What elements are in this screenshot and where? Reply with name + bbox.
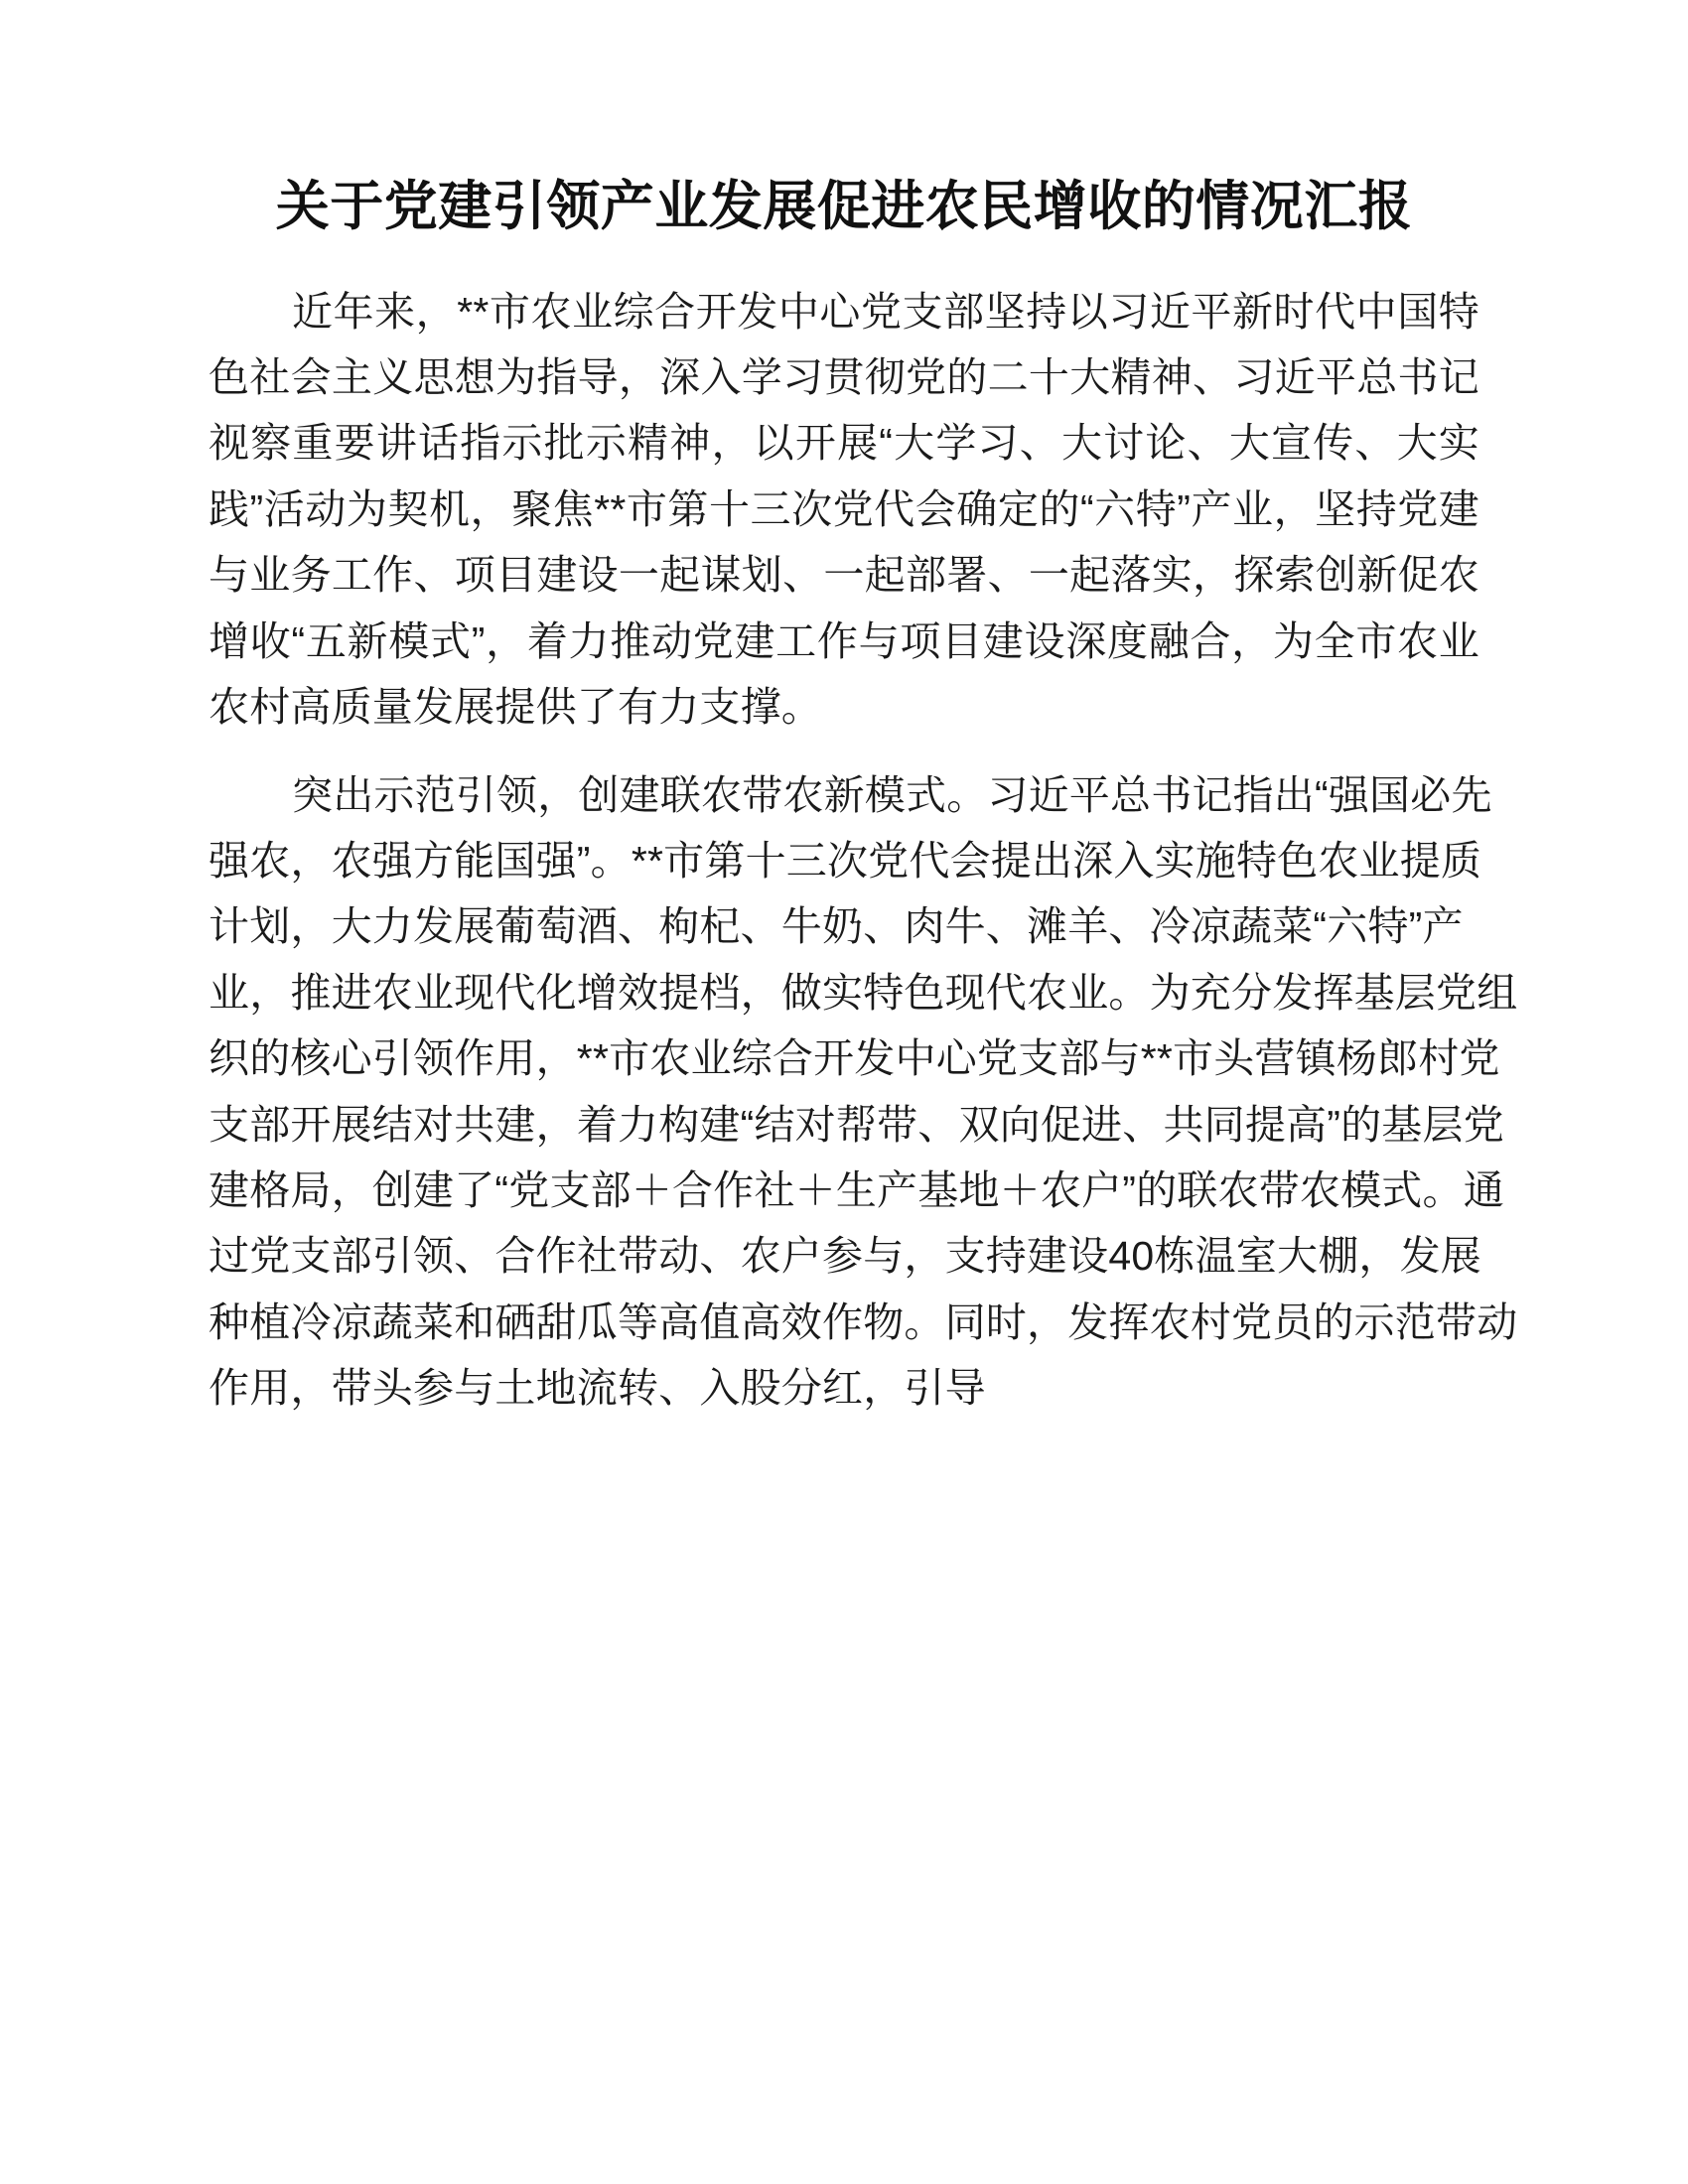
page-title: 关于党建引领产业发展促进农民增收的情况汇报: [275, 177, 1413, 236]
document-body: [209, 279, 1518, 1422]
body-paragraph-2: 突出示范引领，创建联农带农新模式。习近平总书记指出“强国必先强农，农强方能国强”。**市第十三次党代会提出深入实施特色农业提质计划，大力发展葡萄酒、枸杞、牛奶、肉牛、滩羊、冷凉蔬菜“六特”产业，推进农业现代化增效提档，做实特色现代农业。为充分发挥基层党组织的核心引领作用，**市农业综合开发中心党支部与**市头营镇杨郎村党支部开展结对共建，着力构建“结对帮带、双向促进、共同提高”的基层党建格局，创建了“党支部＋合作社＋生产基地＋农户”的联农带农模式。通过党支部引领、合作社带动、农户参与，支持建设40栋温室大棚，发展种植冷凉蔬菜和硒甜瓜等高值高效作物。同时，发挥农村党员的示范带动作用，带头参与土地流转、入股分红，引导: [209, 771, 1518, 1412]
body-paragraph-1: 近年来，**市农业综合开发中心党支部坚持以习近平新时代中国特色社会主义思想为指导，深入学习贯彻党的二十大精神、习近平总书记视察重要讲话指示批示精神，以开展“大学习、大讨论、大宣传、大实践”活动为契机，聚焦**市第十三次党代会确定的“六特”产业，坚持党建与业务工作、项目建设一起谋划、一起部署、一起落实，探索创新促农增收“五新模式”，着力推动党建工作与项目建设深度融合，为全市农业农村高质量发展提供了有力支撑。: [209, 288, 1479, 731]
